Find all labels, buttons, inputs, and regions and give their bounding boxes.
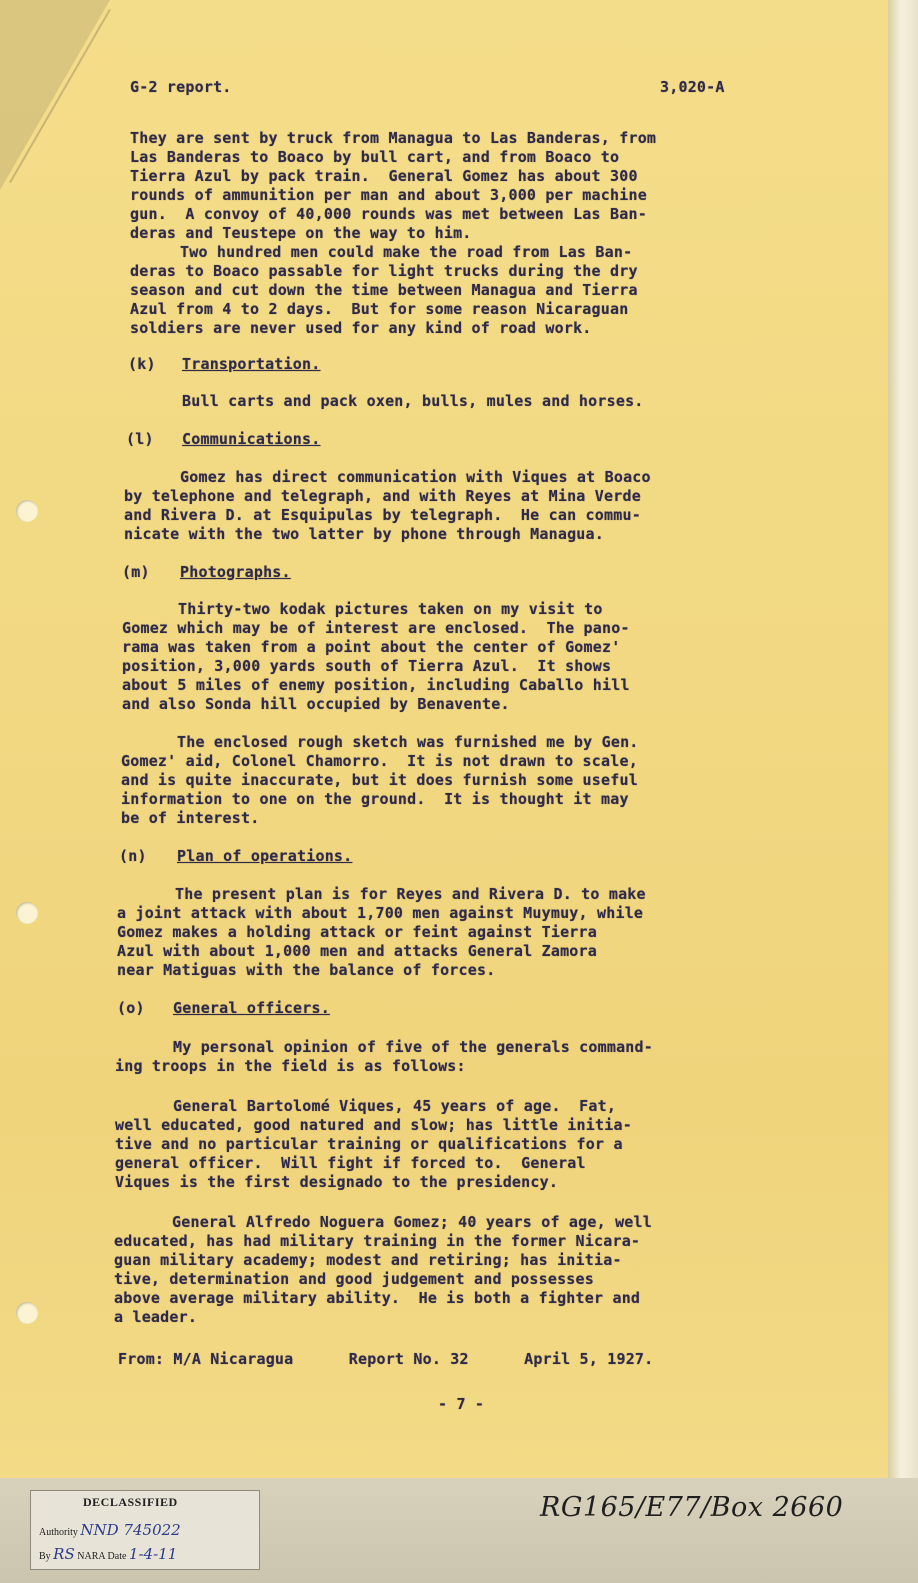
text-line: General Alfredo Noguera Gomez; 40 years of age, well (172, 1213, 652, 1231)
text-line: (o) (117, 999, 145, 1017)
text-line: be of interest. (121, 809, 260, 827)
archive-reference: RG165/E77/Box 2660 (540, 1492, 844, 1523)
text-line: rama was taken from a point about the center of Gomez' (122, 638, 621, 656)
text-line: Two hundred men could make the road from Las Ban- (180, 243, 633, 261)
stamp-nara-label: NARA Date (77, 1551, 127, 1562)
text-line: soldiers are never used for any kind of road work. (130, 319, 592, 337)
text-line: Gomez which may be of interest are enclosed. The pano- (122, 619, 630, 637)
text-line: and also Sonda hill occupied by Benavente. (122, 695, 510, 713)
stamp-date-value: 1-4-11 (128, 1545, 178, 1563)
text-line: tive, determination and good judgement and possesses (114, 1270, 594, 1288)
text-line: (n) (119, 847, 147, 865)
text-line: tive and no particular training or qualifications for a (115, 1135, 623, 1153)
text-line: Gomez makes a holding attack or feint against Tierra (117, 923, 597, 941)
text-line: general officer. Will fight if forced to. General (115, 1154, 586, 1172)
section-heading: Photographs. (180, 563, 291, 581)
text-line: Gomez has direct communication with Viques at Boaco (180, 468, 651, 486)
text-line: a leader. (114, 1308, 198, 1326)
text-line: well educated, good natured and slow; has little initia- (115, 1116, 632, 1134)
stamp-title: DECLASSIFIED (83, 1495, 178, 1509)
section-heading: General officers. (173, 999, 330, 1017)
text-line: ing troops in the field is as follows: (115, 1057, 466, 1075)
text-line: nicate with the two latter by phone through Managua. (124, 525, 604, 543)
text-line: (k) (128, 355, 156, 373)
text-line: and is quite inaccurate, but it does furnish some useful (121, 771, 638, 789)
section-heading: Communications. (182, 430, 321, 448)
punch-hole (16, 1302, 38, 1324)
text-line: educated, has had military training in the former Nicara- (114, 1232, 641, 1250)
section-heading: Plan of operations. (177, 847, 353, 865)
stamp-authority-value: NND 745022 (80, 1521, 181, 1539)
text-line: (l) (126, 430, 154, 448)
stamp-by-label: By (39, 1551, 51, 1562)
text-line: Viques is the first designado to the presidency. (115, 1173, 559, 1191)
text-line: Azul with about 1,000 men and attacks General Zamora (117, 942, 597, 960)
text-line: above average military ability. He is both a fighter and (114, 1289, 641, 1307)
text-line: Las Banderas to Boaco by bull cart, and from Boaco to (130, 148, 620, 166)
text-line: Azul from 4 to 2 days. But for some reason Nicaraguan (130, 300, 629, 318)
text-line: and Rivera D. at Esquipulas by telegraph. He can commu- (124, 506, 641, 524)
text-line: season and cut down the time between Managua and Tierra (130, 281, 638, 299)
text-line: The present plan is for Reyes and Rivera D. to make (175, 885, 646, 903)
text-line: Bull carts and pack oxen, bulls, mules and horses. (182, 392, 644, 410)
text-line: From: M/A Nicaragua Report No. 32 April 5, 1927. (118, 1350, 654, 1368)
text-line: about 5 miles of enemy position, including Caballo hill (122, 676, 630, 694)
declassified-stamp (30, 1490, 260, 1570)
text-line: - 7 - (438, 1395, 485, 1413)
folded-corner (0, 0, 110, 190)
text-line: (m) (122, 563, 150, 581)
text-line: Tierra Azul by pack train. General Gomez has about 300 (130, 167, 638, 185)
text-line: rounds of ammunition per man and about 3,000 per machine (130, 186, 647, 204)
text-line: General Bartolomé Viques, 45 years of age. Fat, (173, 1097, 617, 1115)
report-number: 3,020-A (660, 78, 725, 96)
text-line: near Matiguas with the balance of forces. (117, 961, 496, 979)
text-line: deras to Boaco passable for light trucks during the dry (130, 262, 638, 280)
stamp-authority-label: Authority (39, 1527, 78, 1538)
text-line: gun. A convoy of 40,000 rounds was met between Las Ban- (130, 205, 647, 223)
punch-hole (16, 500, 38, 522)
text-line: Gomez' aid, Colonel Chamorro. It is not drawn to scale, (121, 752, 638, 770)
text-line: guan military academy; modest and retiring; has initia- (114, 1251, 622, 1269)
text-line: position, 3,000 yards south of Tierra Azul. It shows (122, 657, 612, 675)
text-line: The enclosed rough sketch was furnished me by Gen. (177, 733, 639, 751)
stamp-by-value: RS (53, 1545, 75, 1563)
text-line: information to one on the ground. It is thought it may (121, 790, 629, 808)
text-line: Thirty-two kodak pictures taken on my visit to (178, 600, 603, 618)
text-line: by telephone and telegraph, and with Reyes at Mina Verde (124, 487, 641, 505)
text-line: deras and Teustepe on the way to him. (130, 224, 472, 242)
text-line: a joint attack with about 1,700 men against Muymuy, while (117, 904, 644, 922)
section-heading: Transportation. (182, 355, 321, 373)
report-header-left: G-2 report. (130, 78, 232, 96)
punch-hole (16, 902, 38, 924)
page-edge (888, 0, 918, 1478)
text-line: My personal opinion of five of the generals command- (173, 1038, 653, 1056)
text-line: They are sent by truck from Managua to Las Banderas, from (130, 129, 657, 147)
